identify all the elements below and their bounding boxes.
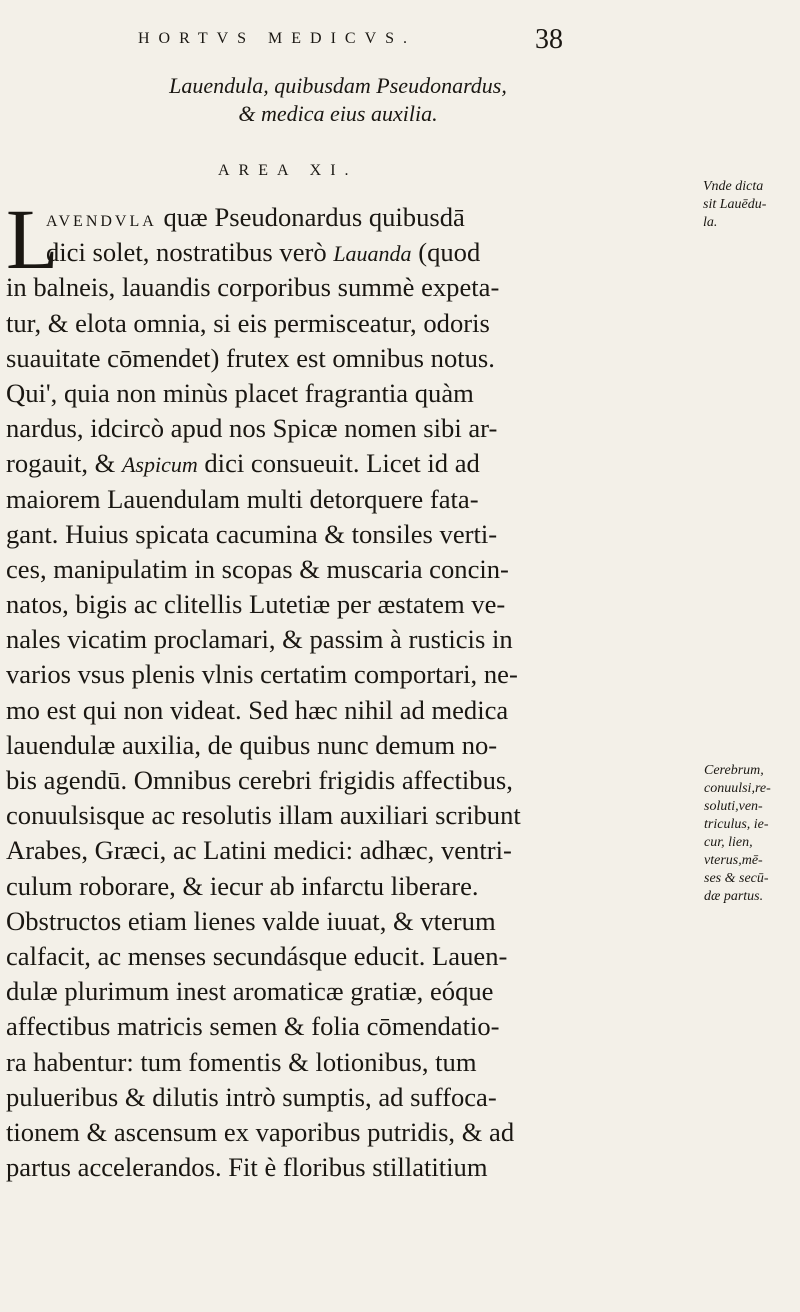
text-line: rogauit, & Aspicum dici consueuit. Licet id ad	[6, 448, 480, 479]
margin-note-line: cur, lien,	[704, 835, 753, 850]
text-line: Qui', quia non minùs placet fragrantia quàm	[6, 377, 474, 408]
chapter-title-line: Lauendula, quibusdam Pseudonardus,	[169, 73, 507, 98]
text-line: conuulsisque ac resolutis illam auxiliari scribunt	[6, 800, 521, 831]
text-line: in balneis, lauandis corporibus summè expeta-	[6, 272, 500, 303]
margin-note	[704, 762, 771, 906]
margin-note-line: ses & secū-	[704, 871, 769, 886]
margin-note-line: la.	[703, 215, 718, 230]
page-number: 38	[535, 24, 563, 55]
text-line: nales vicatim proclamari, & passim à rusticis in	[6, 624, 513, 655]
margin-note-line: soluti,ven-	[704, 799, 763, 814]
margin-note-line: dæ partus.	[704, 889, 764, 904]
text-line: bis agendū. Omnibus cerebri frigidis affectibus,	[6, 765, 513, 795]
text-line: suauitate cōmendet) frutex est omnibus notus.	[6, 342, 495, 373]
text-line: partus accelerandos. Fit è floribus stillatitium	[6, 1152, 488, 1183]
text-line: dici solet, nostratibus verò Lauanda (quod	[46, 237, 481, 268]
italic-term: Lauanda	[333, 241, 412, 267]
text-line: varios vsus plenis vlnis certatim comportari, ne-	[6, 659, 518, 690]
text-line: tionem & ascensum ex vaporibus putridis, & ad	[6, 1116, 515, 1147]
running-head: HORTVS MEDICVS.	[138, 30, 417, 47]
text-line: pulueribus & dilutis intrò sumptis, ad suffoca-	[6, 1081, 497, 1112]
text-line: mo est qui non videat. Sed hæc nihil ad medica	[6, 694, 509, 725]
text-line: Obstructos etiam lienes valde iuuat, & vterum	[6, 905, 496, 936]
drop-cap: L	[6, 191, 59, 287]
margin-note-line: conuulsi,re-	[704, 781, 771, 796]
text-line: AVENDVLA quæ Pseudonardus quibusdā	[46, 202, 465, 232]
text-line: ces, manipulatim in scopas & muscaria concin-	[6, 553, 509, 584]
section-label: AREA XI.	[218, 162, 358, 179]
text-line: ra habentur: tum fomentis & lotionibus, tum	[6, 1046, 477, 1077]
margin-note-line: sit Lauēdu-	[703, 197, 767, 212]
chapter-title	[108, 72, 568, 128]
italic-term: Aspicum	[121, 452, 198, 478]
text-line: dulæ plurimum inest aromaticæ gratiæ, eóque	[6, 976, 494, 1007]
text-line: affectibus matricis semen & folia cōmendatio-	[6, 1011, 500, 1042]
margin-note	[703, 178, 766, 232]
margin-note-line: triculus, ie-	[704, 817, 769, 832]
text-line: calfacit, ac menses secundásque educit. Lauen-	[6, 940, 508, 971]
margin-note-line: Vnde dicta	[703, 179, 764, 194]
text-line: nardus, idcircò apud nos Spicæ nomen sibi ar-	[6, 413, 498, 444]
text-line: culum roborare, & iecur ab infarctu liberare.	[6, 870, 479, 901]
opening-word: AVENDVLA	[46, 213, 157, 230]
text-line: gant. Huius spicata cacumina & tonsiles verti-	[6, 518, 498, 549]
chapter-title-line: & medica eius auxilia.	[238, 101, 438, 126]
text-line: maiorem Lauendulam multi detorquere fata-	[6, 483, 479, 514]
text-line: Arabes, Græci, ac Latini medici: adhæc, ventri-	[6, 835, 512, 866]
margin-note-line: vterus,mē-	[704, 853, 763, 868]
body-text	[6, 200, 646, 1185]
text-line: lauendulæ auxilia, de quibus nunc demum no-	[6, 729, 498, 760]
margin-note-line: Cerebrum,	[704, 763, 764, 778]
text-line: natos, bigis ac clitellis Lutetiæ per æstatem ve-	[6, 589, 506, 620]
text-line: tur, & elota omnia, si eis permisceatur, odoris	[6, 307, 490, 338]
